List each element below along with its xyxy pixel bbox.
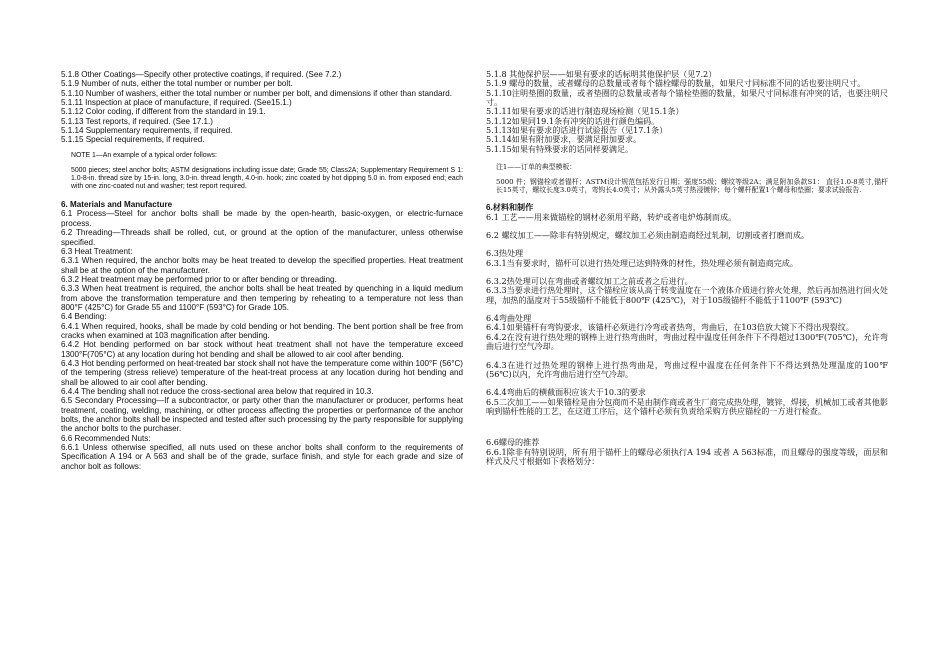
- list-item: 5.1.10 Number of washers, either the total number or number per bolt, and dimensions if other than standard.: [61, 88, 452, 98]
- paragraph: 6.3.2 Heat treatment may be performed prior to or after bending or threading.: [61, 274, 337, 284]
- paragraph: 6.5二次加工——如果锚栓是由分包商而不是由制作商或者生厂商完成热处理，镀锌，焊接，机械加工或者其他影响到锚杆性能的工艺，在这道工序后，这个锚杆必须有负责给采购方供应锚栓的一方进行检查。: [486, 396, 888, 416]
- list-item: 5.1.14如果有附加要求，要满足附加要求。: [486, 134, 642, 145]
- paragraph: 6.4.2 Hot bending performed on bar stock without heat treatment shall not have the temperature exceed 1300°F(705°C) at any location during hot bending and shall be allowed to air cool after bending.: [61, 340, 463, 359]
- paragraph: 6.4弯曲处理: [486, 313, 532, 324]
- list-item: 5.1.11 Inspection at place of manufacture, if required. (See15.1.): [61, 98, 292, 108]
- paragraph: 6.3 Heat Treatment:: [61, 246, 133, 256]
- paragraph: 6.6.1除非有特别说明，所有用于锚杆上的螺母必须执行A 194 或者 A 563标准，而且螺母的强度等级，面层和样式及尺寸根据如下表格划分：: [486, 446, 888, 466]
- paragraph: 6.4.2在没有进行热处理的钢棒上进行热弯曲时，弯曲过程中温度任何条件下不得超过1300℉(705℃)，允许弯曲后进行空气冷却。: [486, 331, 888, 352]
- paragraph: 6.4.1如果锚杆有弯钩要求，该锚杆必须进行冷弯或者热弯，弯曲后，在103倍放大镜下不得出现裂纹。: [486, 322, 854, 333]
- english-column: [61, 70, 463, 471]
- paragraph: 6.3.3 When heat treatment is required, the anchor bolts shall be heat treated by quenching in a liquid medium from above the transformation temperature and then tempering by reheating to a temperature not less than 800°F (425°C) for Grade 55 and 1100°F (593°C) for Grade 105.: [61, 284, 463, 312]
- list-item: 5.1.13如果有要求的话进行试验报告（见17.1条）: [486, 125, 668, 136]
- order-items-list: [486, 70, 888, 154]
- list-item: 5.1.11如果有要求的话进行制造现场检测（见15.1条）: [486, 106, 684, 117]
- list-item: 5.1.15如果有特殊要求的话同样要满足。: [486, 143, 634, 154]
- section-body: [61, 209, 463, 471]
- paragraph: 6.4.3在进行过热处理的钢棒上进行热弯曲是，弯曲过程中温度在任何条件下不得达到热处理温度的100℉ (56℃)以内，允许弯曲后进行空气冷却。: [486, 359, 888, 379]
- paragraph: 6.2 螺纹加工——除非有特别规定，螺纹加工必须由制造商经过轧制，切割或者打磨而成。: [486, 230, 810, 241]
- paragraph: 6.3.1当有要求时，锚杆可以进行热处理已达到特殊的材性，热处理必须有制造商完成。: [486, 257, 798, 268]
- list-item: 5.1.13 Test reports, if required. (See 17.1.): [61, 116, 213, 126]
- list-item: 5.1.12 Color coding, if different from the standard in 19.1.: [61, 107, 266, 117]
- section-heading: 6.材料和制作: [486, 203, 534, 213]
- paragraph: 6.2 Threading—Threads shall be rolled, cut, or ground at the option of the manufacturer, unless otherwise specified.: [61, 228, 463, 247]
- list-item: 5.1.10注明垫圈的数量，或者垫圈的总数量或者每个锚栓垫圈的数量，如果尺寸同标准有冲突的话，也要注明尺寸。: [486, 87, 888, 108]
- note-title: 注1——订单的典型模板：: [496, 163, 577, 172]
- paragraph: 6.4.3 Hot bending performed on heat-treated bar stock shall not have the temperature come within 100°F (56°C) of the tempering (stress relieve) temperature of the heat-treat process at any location during hot bending and shall be allowed to air cool after bending.: [61, 358, 463, 387]
- paragraph: 6.6螺母的推荐: [486, 437, 540, 448]
- paragraph: 6.6.1 Unless otherwise specified, all nuts used on these anchor bolts shall conform to the requirements of Specification A 194 or A 563 and shall be of the grade, surface finish, and style for each grade and size of anchor bolt as follows:: [61, 443, 463, 471]
- section-heading: 6. Materials and Manufacture: [61, 200, 173, 210]
- paragraph: 6.1 Process—Steel for anchor bolts shall be made by the open-hearth, basic-oxygen, or electric-furnace process.: [61, 209, 463, 228]
- paragraph: 6.3.2热处理可以在弯曲或者螺纹加工之前或者之后进行。: [486, 276, 693, 287]
- note-title: NOTE 1—An example of a typical order follows:: [71, 151, 217, 159]
- paragraph: 6.4.4 The bending shall not reduce the cross-sectional area below that required in 10.3.: [61, 387, 374, 396]
- list-item: 5.1.8 Other Coatings—Specify other protective coatings, if required. (See 7.2.): [61, 70, 342, 79]
- chinese-column: [486, 70, 888, 466]
- note-body: 5000 pieces; steel anchor bolts; ASTM designations including issue date; Grade 55; Class2A; Supplementary Requirement S 1: 1.0-8-in. thread size by 15-in. long, 3.0-in. thread length, 4.0-in. hook; zinc coated by hot dipping 5.0 in. from exposed end; each with one zinc-coated nut and washer; test report required.: [71, 166, 463, 191]
- paragraph: 6.5 Secondary Processing—If a subcontractor, or party other than the manufacturer or producer, performs heat treatment, coating, welding, machining, or other process affecting the properties or performance of the anchor bolts, the anchor bolts shall be inspected and tested after such processing by the party responsible for supplying the anchor bolts to the purchaser.: [61, 396, 463, 434]
- list-item: 5.1.8 其他保护层——如果有要求的话标明其他保护层（见7.2）: [486, 69, 717, 79]
- list-item: 5.1.15 Special requirements, if required.: [61, 135, 205, 145]
- order-items-list: [61, 70, 463, 145]
- paragraph: 6.3.3当要求进行热处理时，这个锚栓应该从高于转变温度在一个液体介质进行猝火处理，然后再加热进行回火处理，加热的温度对于55级锚杆不能低于800℉ (425℃)，对于105级锚杆不能低于1100℉ (593℃): [486, 285, 888, 305]
- list-item: 5.1.12如果同19.1条有冲突的话进行颜色编码。: [486, 115, 660, 126]
- paragraph: 6.4.1 When required, hooks, shall be made by cold bending or hot bending. The bent portion shall be free from cracks when examined at 103 magnification after bending.: [61, 321, 463, 340]
- list-item: 5.1.9 Number of nuts, either the total number or number per bolt.: [61, 79, 293, 89]
- paragraph: 6.6 Recommended Nuts:: [61, 433, 151, 443]
- paragraph: 6.3.1 When required, the anchor bolts may be heat treated to develop the specified properties. Heat treatment shall be at the option of the manufacturer.: [61, 256, 463, 275]
- list-item: 5.1.9 螺母的数量，或者螺母的总数量或者每个锚栓螺母的数量，如果尺寸同标准不同的话也要注明尺寸。: [486, 78, 866, 89]
- paragraph: 6.4.4弯曲后的横截面积应该大于10.3的要求: [486, 387, 647, 398]
- note-body: 5000 件；钢锚栓或者锚杆；ASTM设计规范包括发行日期；强度55级；螺纹等级2A；满足附加条款S1： 直径1.0-8英寸,锚杆长15英寸，螺纹长度3.0英寸，弯钩长4.0英寸；从外露头5英寸热浸镀锌；每个螺杆配置1个螺母和垫圈；要求试验报告.: [496, 178, 888, 195]
- paragraph: 6.4 Bending:: [61, 312, 107, 322]
- paragraph: 6.1 工艺——用来做锚栓的钢材必须用平路，转炉或者电炉炼制而成。: [486, 211, 737, 222]
- paragraph: 6.3热处理: [486, 248, 524, 259]
- list-item: 5.1.14 Supplementary requirements, if required.: [61, 126, 233, 136]
